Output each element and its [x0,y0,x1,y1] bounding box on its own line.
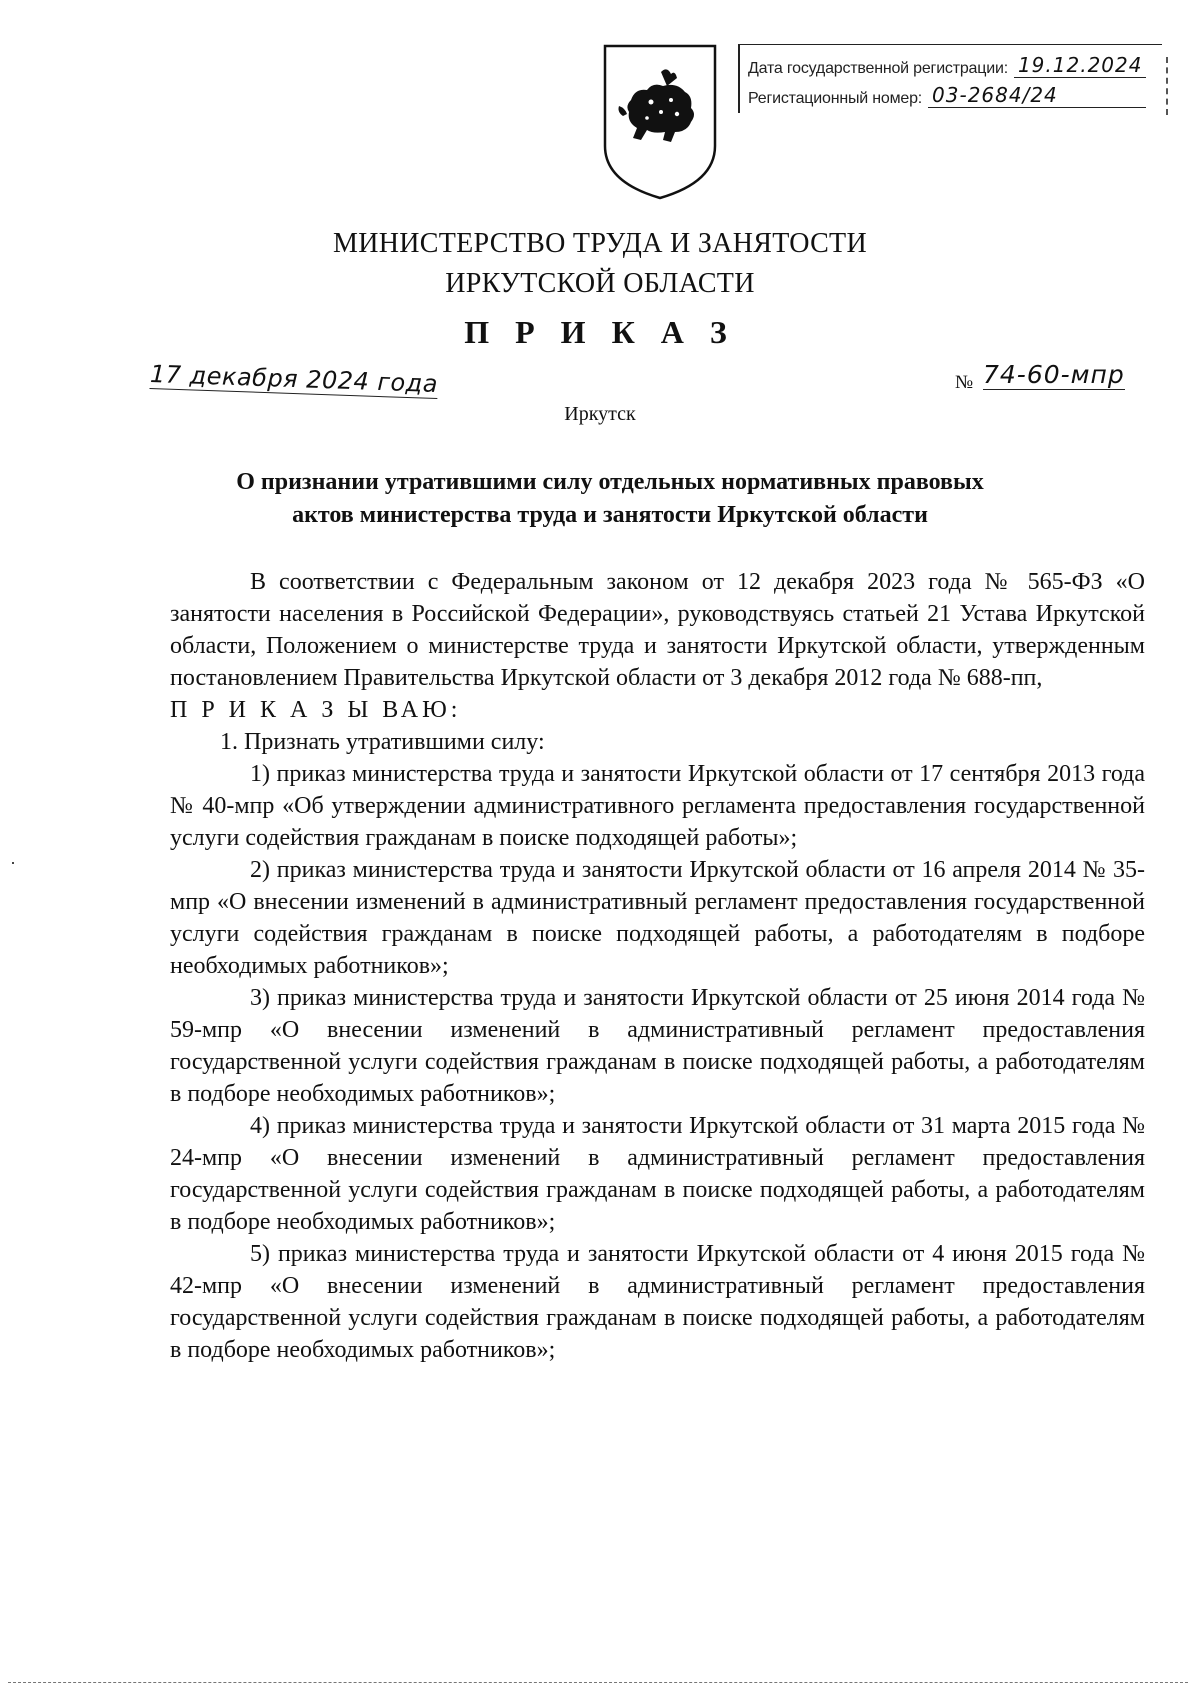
subject-line2: актов министерства труда и занятости Иркутской области [292,502,928,528]
document-subject [150,466,1070,532]
subject-line1: О признании утратившими силу отдельных нормативных правовых [236,469,984,495]
registration-stamp [738,44,1162,113]
list-item: 1) приказ министерства труда и занятости Иркутской области от 17 сентября 2013 года № 40-мпр «Об утверждении административного регламента предоставления государственной услуги содействия гражданам в поиске подходящей работы»; [170,761,1145,851]
list-item: 2) приказ министерства труда и занятости Иркутской области от 16 апреля 2014 № 35-мпр «О внесении изменений в административный регламент предоставления государственной услуги содействия гражданам в поиске подходящей работы, а работодателям в подборе необходимых работников»; [170,857,1145,979]
registration-number-row [748,83,1146,108]
registration-date-row [748,53,1146,78]
document-type-title: П Р И К А З [464,314,736,350]
registration-date-value: 19.12.2024 [1014,53,1147,78]
decree-word: П Р И К А З Ы ВАЮ: [170,697,462,723]
scan-speck [12,862,14,864]
ministry-name-line1: МИНИСТЕРСТВО ТРУДА И ЗАНЯТОСТИ [333,228,867,259]
coat-of-arms-emblem [601,42,719,202]
handwritten-order-number: 74-60-мпр [983,360,1125,389]
list-item: 5) приказ министерства труда и занятости Иркутской области от 4 июня 2015 года № 42-мпр «О внесении изменений в административный регламент предоставления государственной услуги содействия гражданам в поиске подходящей работы, а работодателям в подборе необходимых работников»; [170,1241,1145,1363]
number-sign: № [955,372,974,393]
point-1: 1. Признать утратившими силу: [220,729,545,755]
ministry-name-line2: ИРКУТСКОЙ ОБЛАСТИ [445,268,755,299]
list-item: 4) приказ министерства труда и занятости Иркутской области от 31 марта 2015 года № 24-мпр «О внесении изменений в административный регламент предоставления государственной услуги содействия гражданам в поиске подходящей работы, а работодателям в подборе необходимых работников»; [170,1113,1145,1235]
registration-number-label: Регистационный номер: [748,90,923,107]
city-name: Иркутск [564,403,636,425]
handwritten-date: 17 декабря 2024 года [149,360,439,399]
document-body [170,566,1145,1366]
scan-edge-line [8,1682,1188,1683]
registration-date-label: Дата государственной регистрации: [748,60,1008,77]
preamble-paragraph: В соответствии с Федеральным законом от 12 декабря 2023 года № 565-ФЗ «О занятости населения в Российской Федерации», руководствуясь статьей 21 Устава Иркутской области, Положением о министерстве труда и занятости Иркутской области, утвержденным постановлением Правительства Иркутской области от 3 декабря 2012 года № 688-пп, [170,569,1145,691]
registration-number-value: 03-2684/24 [928,83,1146,108]
list-item: 3) приказ министерства труда и занятости Иркутской области от 25 июня 2014 года № 59-мпр «О внесении изменений в административный регламент предоставления государственной услуги содействия гражданам в поиске подходящей работы, а работодателям в подборе необходимых работников»; [170,985,1145,1107]
